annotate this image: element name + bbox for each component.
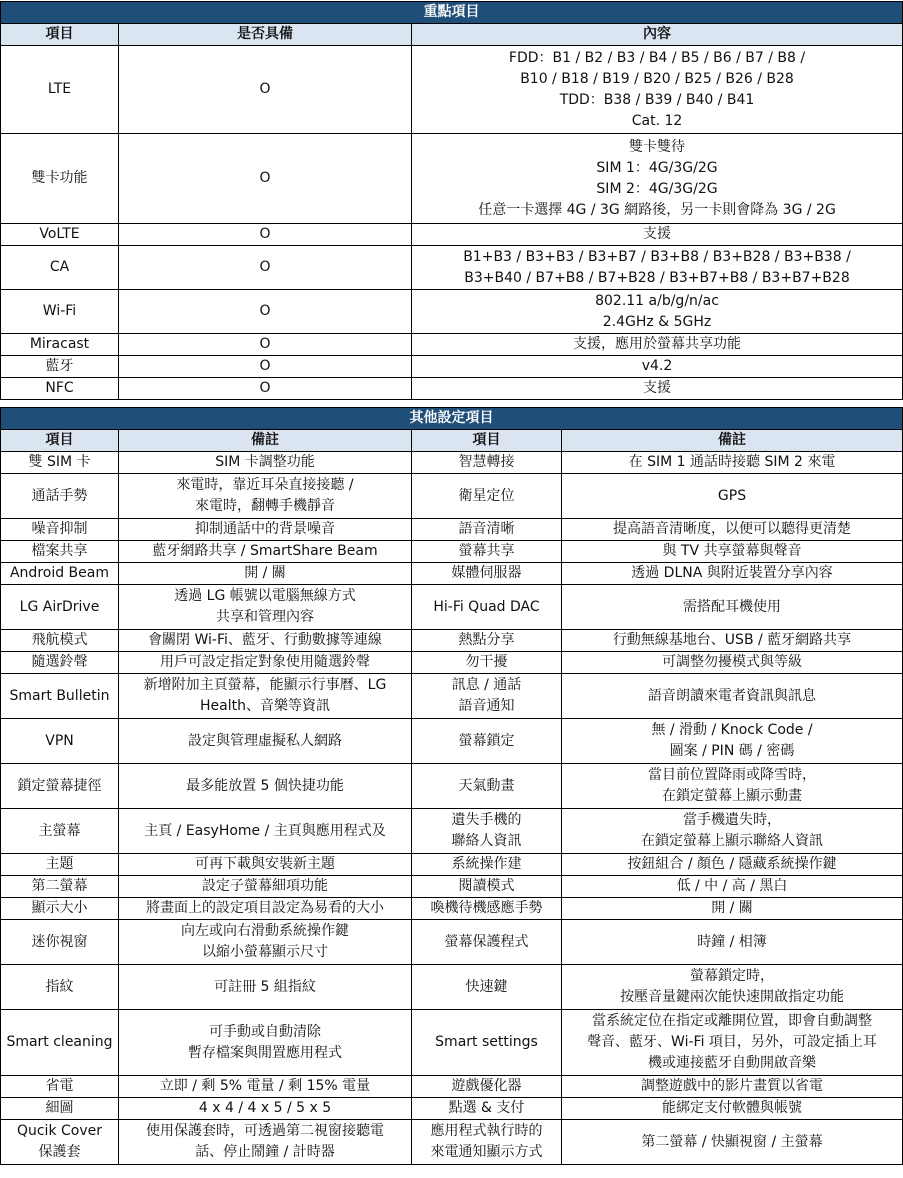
note-cell: 可手動或自動清除 暫存檔案與閒置應用程式 [119,1010,412,1076]
column-header: 項目 [412,430,562,452]
item-cell: 衛星定位 [412,474,562,519]
has-cell: O [119,46,412,134]
note-cell: 提高語音清晰度，以便可以聽得更清楚 [562,519,903,541]
table-row [1,652,903,674]
note-cell: 立即 / 剩 5% 電量 / 剩 15% 電量 [119,1076,412,1098]
note-cell: 用戶可設定指定對象使用隨選鈴聲 [119,652,412,674]
item-cell: VoLTE [1,224,119,246]
item-cell: 雙卡功能 [1,134,119,224]
content-cell [412,224,903,246]
note-cell: 設定子螢幕細項功能 [119,876,412,898]
item-cell: Wi-Fi [1,290,119,334]
content-line: FDD：B1 / B2 / B3 / B4 / B5 / B6 / B7 / B8 / [508,49,806,66]
item-cell: 主螢幕 [1,809,119,854]
note-cell: 向左或向右滑動系統操作鍵 以縮小螢幕顯示尺寸 [119,920,412,965]
content-line: Cat. 12 [631,112,683,129]
item-cell: 通話手勢 [1,474,119,519]
table-row [1,541,903,563]
table-row [1,519,903,541]
content-cell [412,46,903,134]
column-header: 項目 [1,24,119,46]
has-cell: O [119,134,412,224]
note-cell: 當系統定位在指定或離開位置，即會自動調整 聲音、藍牙、Wi-Fi 項目，另外，可設定插上耳 機或連接藍牙自動開啟音樂 [562,1010,903,1076]
item-cell: 指紋 [1,965,119,1010]
item-cell: LG AirDrive [1,585,119,630]
content-cell [412,356,903,378]
note-cell: 無 / 滑動 / Knock Code / 圖案 / PIN 碼 / 密碼 [562,719,903,764]
item-cell: 藍牙 [1,356,119,378]
item-cell: Smart cleaning [1,1010,119,1076]
note-cell: 主頁 / EasyHome / 主頁與應用程式及 [119,809,412,854]
item-cell: 迷你視窗 [1,920,119,965]
note-cell: 透過 LG 帳號以電腦無線方式 共享和管理內容 [119,585,412,630]
note-cell: 開 / 關 [119,563,412,585]
note-cell: 當目前位置降雨或降雪時， 在鎖定螢幕上顯示動畫 [562,764,903,809]
table-row [1,965,903,1010]
has-cell: O [119,334,412,356]
table-row [1,334,903,356]
note-cell: 需搭配耳機使用 [562,585,903,630]
table-row [1,134,903,224]
table-row [1,46,903,134]
note-cell: 行動無線基地台、USB / 藍牙網路共享 [562,630,903,652]
item-cell: Miracast [1,334,119,356]
item-cell: 智慧轉接 [412,452,562,474]
note-cell: 設定與管理虛擬私人網路 [119,719,412,764]
note-cell: 在 SIM 1 通話時接聽 SIM 2 來電 [562,452,903,474]
column-header: 備註 [119,430,412,452]
note-cell: 透過 DLNA 與附近裝置分享內容 [562,563,903,585]
header-row [1,430,903,452]
item-cell: 螢幕保護程式 [412,920,562,965]
table-row [1,1120,903,1165]
has-cell: O [119,378,412,400]
note-cell: 低 / 中 / 高 / 黑白 [562,876,903,898]
item-cell: 應用程式執行時的 來電通知顯示方式 [412,1120,562,1165]
table-row [1,1010,903,1076]
item-cell: 點選 & 支付 [412,1098,562,1120]
note-cell: 抑制通話中的背景噪音 [119,519,412,541]
column-header: 備註 [562,430,903,452]
item-cell: LTE [1,46,119,134]
item-cell: VPN [1,719,119,764]
content-line: SIM 2：4G/3G/2G [596,180,718,197]
key-items-table [0,1,903,400]
item-cell: Hi-Fi Quad DAC [412,585,562,630]
item-cell: 隨選鈴聲 [1,652,119,674]
content-cell [412,378,903,400]
has-cell: O [119,246,412,290]
table-row [1,920,903,965]
section-title-row [1,408,903,430]
item-cell: Smart settings [412,1010,562,1076]
item-cell: 顯示大小 [1,898,119,920]
item-cell: 鎖定螢幕捷徑 [1,764,119,809]
table-row [1,809,903,854]
table-row [1,1076,903,1098]
note-cell: 可註冊 5 組指紋 [119,965,412,1010]
item-cell: 細圖 [1,1098,119,1120]
note-cell: 新增附加主頁螢幕，能顯示行事曆、LG Health、音樂等資訊 [119,674,412,719]
table-row [1,674,903,719]
item-cell: 語音清晰 [412,519,562,541]
table-row [1,854,903,876]
content-line: v4.2 [641,358,673,374]
table-row [1,246,903,290]
table-row [1,585,903,630]
content-line: 雙卡雙待 [629,138,685,155]
content-line: SIM 1：4G/3G/2G [596,159,718,176]
note-cell: 與 TV 共享螢幕與聲音 [562,541,903,563]
item-cell: 螢幕共享 [412,541,562,563]
content-line: TDD：B38 / B39 / B40 / B41 [559,91,755,108]
item-cell: 飛航模式 [1,630,119,652]
section-title: 重點項目 [1,2,903,24]
note-cell: 開 / 關 [562,898,903,920]
content-cell [412,334,903,356]
note-cell: SIM 卡調整功能 [119,452,412,474]
item-cell: 快速鍵 [412,965,562,1010]
table-row [1,378,903,400]
item-cell: 熱點分享 [412,630,562,652]
has-cell: O [119,356,412,378]
content-line: 任意一卡選擇 4G / 3G 網路後，另一卡則會降為 3G / 2G [478,201,836,218]
note-cell: 最多能放置 5 個快捷功能 [119,764,412,809]
content-line: 802.11 a/b/g/n/ac [595,292,719,309]
note-cell: 能綁定支付軟體與帳號 [562,1098,903,1120]
table-row [1,290,903,334]
content-cell [412,134,903,224]
item-cell: Qucik Cover 保護套 [1,1120,119,1165]
section-title-row [1,2,903,24]
other-settings-table [0,407,903,1165]
item-cell: 喚機待機感應手勢 [412,898,562,920]
content-cell [412,246,903,290]
item-cell: 雙 SIM 卡 [1,452,119,474]
item-cell: Smart Bulletin [1,674,119,719]
content-line: 支援 [643,380,671,396]
item-cell: 噪音抑制 [1,519,119,541]
note-cell: 時鐘 / 相簿 [562,920,903,965]
header-row [1,24,903,46]
section-title: 其他設定項目 [1,408,903,430]
item-cell: 遊戲優化器 [412,1076,562,1098]
table-row [1,764,903,809]
note-cell: 藍牙網路共享 / SmartShare Beam [119,541,412,563]
content-line: 2.4GHz & 5GHz [602,313,712,330]
column-header: 項目 [1,430,119,452]
table-row [1,1098,903,1120]
item-cell: 訊息 / 通話 語音通知 [412,674,562,719]
column-header: 內容 [412,24,903,46]
item-cell: 勿干擾 [412,652,562,674]
content-line: B10 / B18 / B19 / B20 / B25 / B26 / B28 [520,70,794,87]
note-cell: 第二螢幕 / 快顯視窗 / 主螢幕 [562,1120,903,1165]
note-cell: 使用保護套時，可透過第二視窗接聽電 話、停止鬧鐘 / 計時器 [119,1120,412,1165]
item-cell: 第二螢幕 [1,876,119,898]
table-row [1,630,903,652]
note-cell: 將畫面上的設定項目設定為易看的大小 [119,898,412,920]
note-cell: 會關閉 Wi-Fi、藍牙、行動數據等連線 [119,630,412,652]
content-cell [412,290,903,334]
table-row [1,356,903,378]
table-row [1,474,903,519]
item-cell: CA [1,246,119,290]
column-header: 是否具備 [119,24,412,46]
note-cell: 語音朗讀來電者資訊與訊息 [562,674,903,719]
item-cell: NFC [1,378,119,400]
table-row [1,452,903,474]
item-cell: 系統操作建 [412,854,562,876]
table-row [1,563,903,585]
item-cell: 閱讀模式 [412,876,562,898]
item-cell: 主題 [1,854,119,876]
item-cell: 檔案共享 [1,541,119,563]
item-cell: 遺失手機的 聯絡人資訊 [412,809,562,854]
table-row [1,898,903,920]
note-cell: 螢幕鎖定時， 按壓音量鍵兩次能快速開啟指定功能 [562,965,903,1010]
item-cell: 天氣動畫 [412,764,562,809]
item-cell: 螢幕鎖定 [412,719,562,764]
content-line: 支援，應用於螢幕共享功能 [573,336,741,352]
note-cell: 來電時，靠近耳朵直接接聽 / 來電時，翻轉手機靜音 [119,474,412,519]
note-cell: 當手機遺失時， 在鎖定螢幕上顯示聯絡人資訊 [562,809,903,854]
table-row [1,224,903,246]
table-row [1,719,903,764]
content-line: B3+B40 / B7+B8 / B7+B28 / B3+B7+B8 / B3+B7+B28 [464,269,850,286]
item-cell: Android Beam [1,563,119,585]
item-cell: 省電 [1,1076,119,1098]
has-cell: O [119,290,412,334]
content-line: 支援 [643,226,671,242]
note-cell: 可調整勿擾模式與等級 [562,652,903,674]
content-line: B1+B3 / B3+B3 / B3+B7 / B3+B8 / B3+B28 / B3+B38 / [463,248,851,265]
note-cell: 調整遊戲中的影片畫質以省電 [562,1076,903,1098]
note-cell: 可再下載與安裝新主題 [119,854,412,876]
note-cell: GPS [562,474,903,519]
item-cell: 媒體伺服器 [412,563,562,585]
has-cell: O [119,224,412,246]
table-row [1,876,903,898]
note-cell: 按鈕組合 / 顏色 / 隱藏系統操作鍵 [562,854,903,876]
note-cell: 4 x 4 / 4 x 5 / 5 x 5 [119,1098,412,1120]
